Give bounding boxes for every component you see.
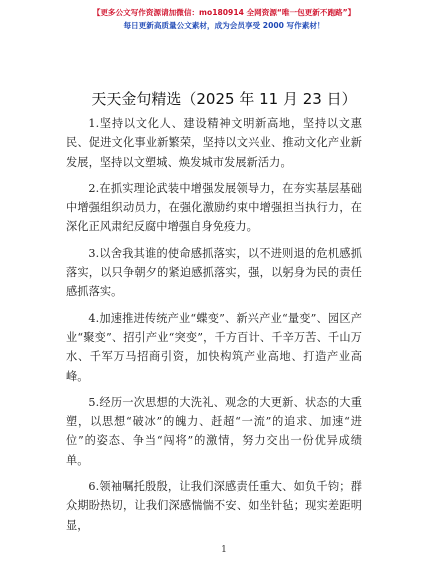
document-body xyxy=(66,114,362,542)
header-subline: 每日更新高质量公文素材，成为会员享受 2000 写作素材！ xyxy=(123,21,325,30)
paragraph-5: 5.经历一次思想的大洗礼、观念的大更新、状态的大重塑，以思想“破冰”的魄力、赶超“一流”的追求、加速“进位”的姿态、争当“闯将”的激情，努力交出一份优异成绩单。 xyxy=(66,395,362,467)
paragraph-6: 6.领袖嘱托殷殷，让我们深感责任重大、如负千钧；群众期盼热切，让我们深感惴惴不安、如坐针毡；现实差距明显， xyxy=(66,480,362,532)
paragraph-2: 2.在抓实理论武装中增强发展领导力，在夯实基层基础中增强组织动员力，在强化激励约束中增强担当执行力，在深化正风肃纪反腐中增强自身免疫力。 xyxy=(66,181,362,234)
paragraph-4: 4.加速推进传统产业“蝶变”、新兴产业“量变”、园区产业“聚变”、招引产业“突变”，千方百计、千辛万苦、千山万水、千军万马招商引资，加快构筑产业高地、打造产业高峰。 xyxy=(66,311,362,383)
header-banner xyxy=(0,6,448,32)
header-promo-line: 【更多公文写作资源请加微信：mo180914 全网资源“唯一包更新不跑路”】 xyxy=(92,8,356,17)
page-number: 1 xyxy=(221,545,227,555)
document-title: 天天金句精选（2025 年 11 月 23 日） xyxy=(91,90,357,108)
paragraph-1: 1.坚持以文化人、建设精神文明新高地，坚持以文惠民、促进文化事业新繁荣，坚持以文兴业、推动文化产业新发展，坚持以文塑城、焕发城市发展新活力。 xyxy=(66,117,362,169)
paragraph-3: 3.以舍我其谁的使命感抓落实，以不进则退的危机感抓落实，以只争朝夕的紧迫感抓落实，强，以躬身为民的责任感抓落实。 xyxy=(66,246,362,299)
